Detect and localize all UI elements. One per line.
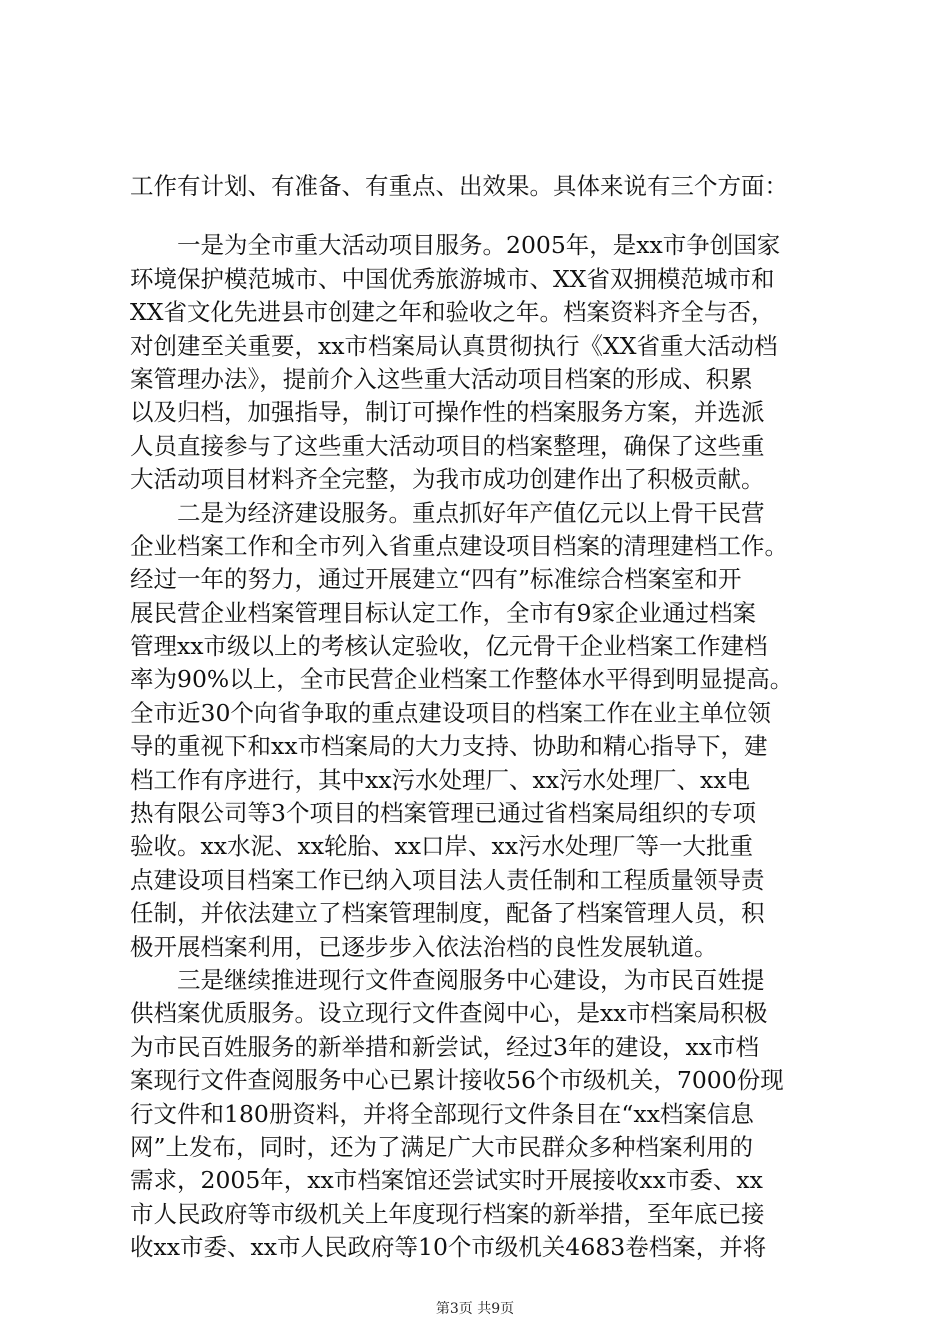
text-line: 展民营企业档案管理目标认定工作，全市有9家企业通过档案 bbox=[130, 598, 756, 627]
text-line: 需求，2005年，xx市档案馆还尝试实时开展接收xx市委、xx bbox=[130, 1166, 763, 1195]
document-body bbox=[130, 170, 820, 1265]
text-line: 极开展档案利用，已逐步步入依法治档的良性发展轨道。 bbox=[130, 932, 718, 961]
text-line: 案现行文件查阅服务中心已累计接收56个市级机关，7000份现 bbox=[130, 1066, 784, 1095]
text-line: 大活动项目材料齐全完整，为我市成功创建作出了积极贡献。 bbox=[130, 465, 765, 494]
text-line: 以及归档，加强指导，制订可操作性的档案服务方案，并选派 bbox=[130, 398, 765, 427]
text-line: 案管理办法》，提前介入这些重大活动项目档案的形成、积累 bbox=[130, 364, 753, 393]
text-line: 企业档案工作和全市列入省重点建设项目档案的清理建档工作。 bbox=[130, 531, 788, 560]
text-line: 行文件和180册资料，并将全部现行文件条目在“xx档案信息 bbox=[130, 1099, 754, 1128]
text-line: 热有限公司等3个项目的档案管理已通过省档案局组织的专项 bbox=[130, 799, 756, 828]
text-line: 三是继续推进现行文件查阅服务中心建设，为市民百姓提 bbox=[130, 965, 765, 994]
text-line: 工作有计划、有准备、有重点、出效果。具体来说有三个方面： bbox=[130, 172, 788, 200]
text-line: 率为90%以上，全市民营企业档案工作整体水平得到明显提高。 bbox=[130, 665, 794, 694]
text-line: 收xx市委、xx市人民政府等10个市级机关4683卷档案，并将 bbox=[130, 1233, 767, 1262]
text-line: 管理xx市级以上的考核认定验收，亿元骨干企业档案工作建档 bbox=[130, 632, 768, 661]
text-line: 为市民百姓服务的新举措和新尝试，经过3年的建设，xx市档 bbox=[130, 1032, 759, 1061]
page-number: 第3页 共9页 bbox=[435, 1301, 515, 1317]
text-line: 点建设项目档案工作已纳入项目法人责任制和工程质量领导责 bbox=[130, 865, 765, 894]
text-line: 导的重视下和xx市档案局的大力支持、协助和精心指导下，建 bbox=[130, 732, 768, 761]
text-line: 网”上发布，同时，还为了满足广大市民群众多种档案利用的 bbox=[130, 1132, 754, 1161]
text-line: 全市近30个向省争取的重点建设项目的档案工作在业主单位领 bbox=[130, 698, 771, 727]
text-line: 环境保护模范城市、中国优秀旅游城市、XX省双拥模范城市和 bbox=[130, 264, 775, 293]
text-line: 任制，并依法建立了档案管理制度，配备了档案管理人员，积 bbox=[130, 899, 765, 928]
text-line: 对创建至关重要，xx市档案局认真贯彻执行《XX省重大活动档 bbox=[130, 331, 778, 360]
text-line: 市人民政府等市级机关上年度现行档案的新举措，至年底已接 bbox=[130, 1199, 765, 1228]
text-line: 二是为经济建设服务。重点抓好年产值亿元以上骨干民营 bbox=[130, 498, 765, 527]
text-line: 供档案优质服务。设立现行文件查阅中心，是xx市档案局积极 bbox=[130, 999, 768, 1028]
text-line: 经过一年的努力，通过开展建立“四有”标准综合档案室和开 bbox=[130, 565, 742, 594]
text-line: 验收。xx水泥、xx轮胎、xx口岸、xx污水处理厂等一大批重 bbox=[130, 832, 754, 861]
text-line: 档工作有序进行，其中xx污水处理厂、xx污水处理厂、xx电 bbox=[130, 765, 751, 794]
text-line: 人员直接参与了这些重大活动项目的档案整理，确保了这些重 bbox=[130, 431, 765, 460]
text-line: XX省文化先进县市创建之年和验收之年。档案资料齐全与否， bbox=[130, 298, 775, 327]
text-line: 一是为全市重大活动项目服务。2005年，是xx市争创国家 bbox=[130, 231, 781, 260]
